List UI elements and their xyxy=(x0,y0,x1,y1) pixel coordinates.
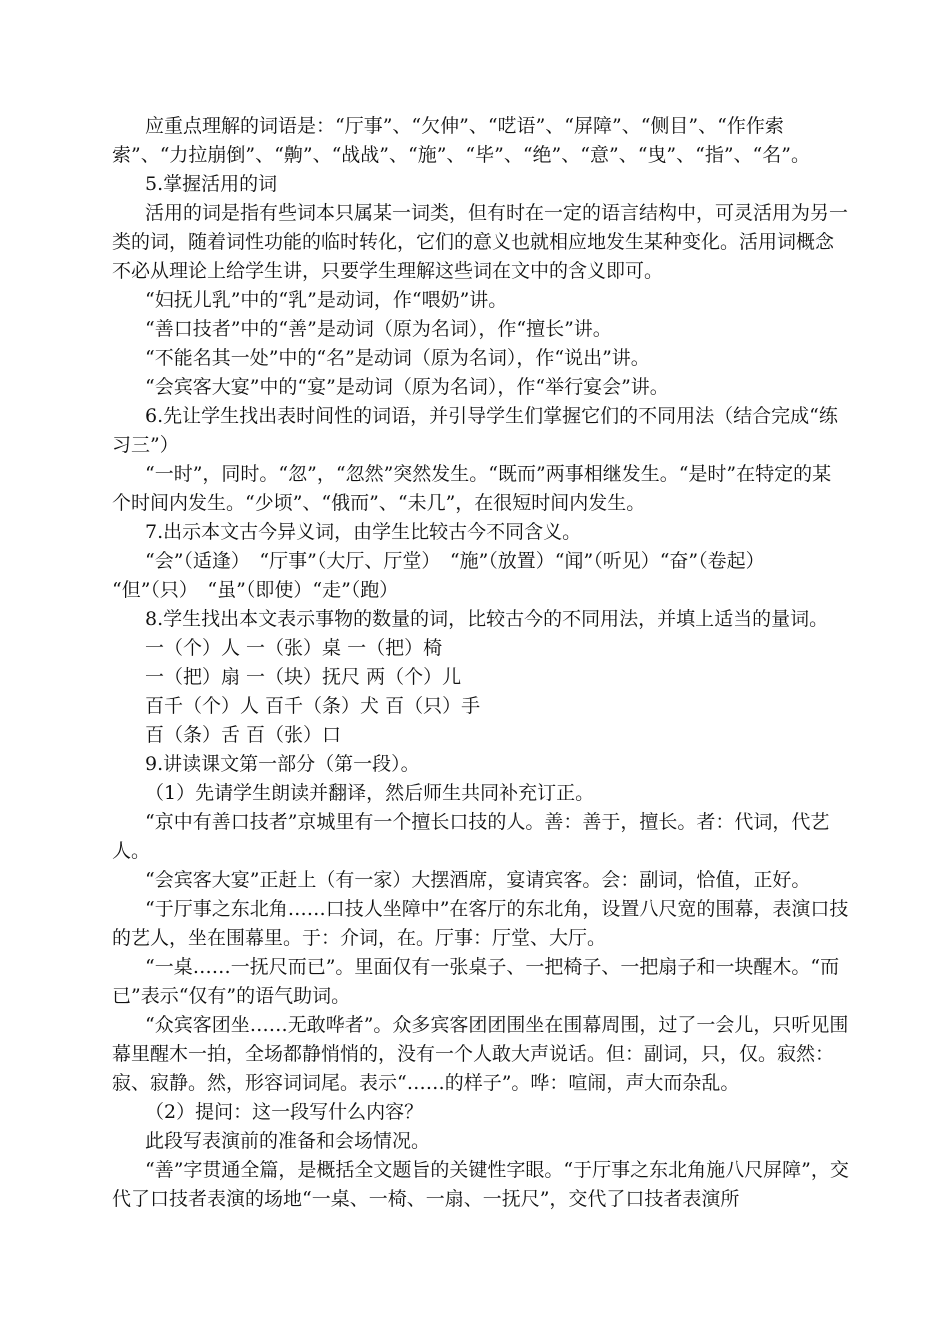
paragraph-shan-analysis: “善”字贯通全篇，是概括全文题旨的关键性字眼。“于厅事之东北角施八尺屏障”，交代了口技者表演的场地“一桌、一椅、一扇、一抚尺”，交代了口技者表演所 xyxy=(112,1159,849,1210)
translation-zhongbinke: “众宾客团坐……无敢哗者”。众多宾客团团围坐在围幕周围，过了一会儿，只听见围幕里醒木一拍，全场都静悄悄的，没有一个人敢大声说话。但：副词，只，仅。寂然：寂、寂静。然，形容词词尾。表示“……的样子”。哗：喧闹，声大而杂乱。 xyxy=(112,1014,849,1094)
step-2-question: （2）提问：这一段写什么内容？ xyxy=(145,1101,424,1123)
example-line-yan: “会宾客大宴”中的“宴”是动词（原为名词），作“举行宴会”讲。 xyxy=(145,376,669,398)
translation-huibinke: “会宾客大宴”正赶上（有一家）大摆酒席，宴请宾客。会：副词，恰值，正好。 xyxy=(145,869,811,891)
heading-item-5: 5.掌握活用的词 xyxy=(145,173,278,195)
heading-item-7: 7.出示本文古今异义词，由学生比较古今不同含义。 xyxy=(145,521,582,543)
translation-jingzhong: “京中有善口技者”京城里有一个擅长口技的人。善：善于，擅长。者：代词，代艺人。 xyxy=(112,811,830,862)
step-1: （1）先请学生朗读并翻译，然后师生共同补充订正。 xyxy=(145,782,595,804)
example-line-ming: “不能名其一处”中的“名”是动词（原为名词），作“说出”讲。 xyxy=(145,347,650,369)
paragraph-flexible-words: 活用的词是指有些词本只属某一词类，但有时在一定的语言结构中，可灵活用为另一类的词，随着词性功能的临时转化，它们的意义也就相应地发生某种变化。活用词概念不必从理论上给学生讲，只要学生理解这些词在文中的含义即可。 xyxy=(112,202,849,282)
paragraph-key-words: 应重点理解的词语是：“厅事”、“欠伸”、“呓语”、“屏障”、“侧目”、“作作索索”、“力拉崩倒”、“齁”、“战战”、“施”、“毕”、“绝”、“意”、“曳”、“指”、“名”。 xyxy=(112,115,810,166)
example-line-ru: “妇抚儿乳”中的“乳”是动词，作“喂奶”讲。 xyxy=(145,289,508,311)
answer-summary: 此段写表演前的准备和会场情况。 xyxy=(145,1130,431,1152)
example-line-shan: “善口技者”中的“善”是动词（原为名词），作“擅长”讲。 xyxy=(145,318,612,340)
measure-word-line-4: 百（条）舌 百（张）口 xyxy=(145,724,342,746)
measure-word-line-3: 百千（个）人 百千（条）犬 百（只）手 xyxy=(145,695,481,717)
paragraph-ancient-meanings: “会”（适逢） “厅事”（大厅、厅堂） “施”（放置）“闻”（听见）“奋”（卷起） “但”（只） “虽”（即使）“走”（跑） xyxy=(112,550,775,601)
heading-item-6: 6.先让学生找出表时间性的词语，并引导学生们掌握它们的不同用法（结合完成“练习三”） xyxy=(112,405,838,456)
translation-yizhuo: “一桌……一抚尺而已”。里面仅有一张桌子、一把椅子、一把扇子和一块醒木。“而已”表示“仅有”的语气助词。 xyxy=(112,956,840,1007)
translation-tingshi: “于厅事之东北角……口技人坐障中”在客厅的东北角，设置八尺宽的围幕，表演口技的艺人，坐在围幕里。于：介词，在。厅事：厅堂、大厅。 xyxy=(112,898,849,949)
measure-word-line-1: 一（个）人 一（张）桌 一（把）椅 xyxy=(145,637,443,659)
heading-item-9: 9.讲读课文第一部分（第一段）。 xyxy=(145,753,420,775)
measure-word-line-2: 一（把）扇 一（块）抚尺 两（个）儿 xyxy=(145,666,462,688)
paragraph-time-words: “一时”，同时。“忽”，“忽然”突然发生。“既而”两事相继发生。“是时”在特定的某个时间内发生。“少顷”、“俄而”、“未几”，在很短时间内发生。 xyxy=(112,463,832,514)
heading-item-8: 8.学生找出本文表示事物的数量的词，比较古今的不同用法，并填上适当的量词。 xyxy=(145,608,829,630)
